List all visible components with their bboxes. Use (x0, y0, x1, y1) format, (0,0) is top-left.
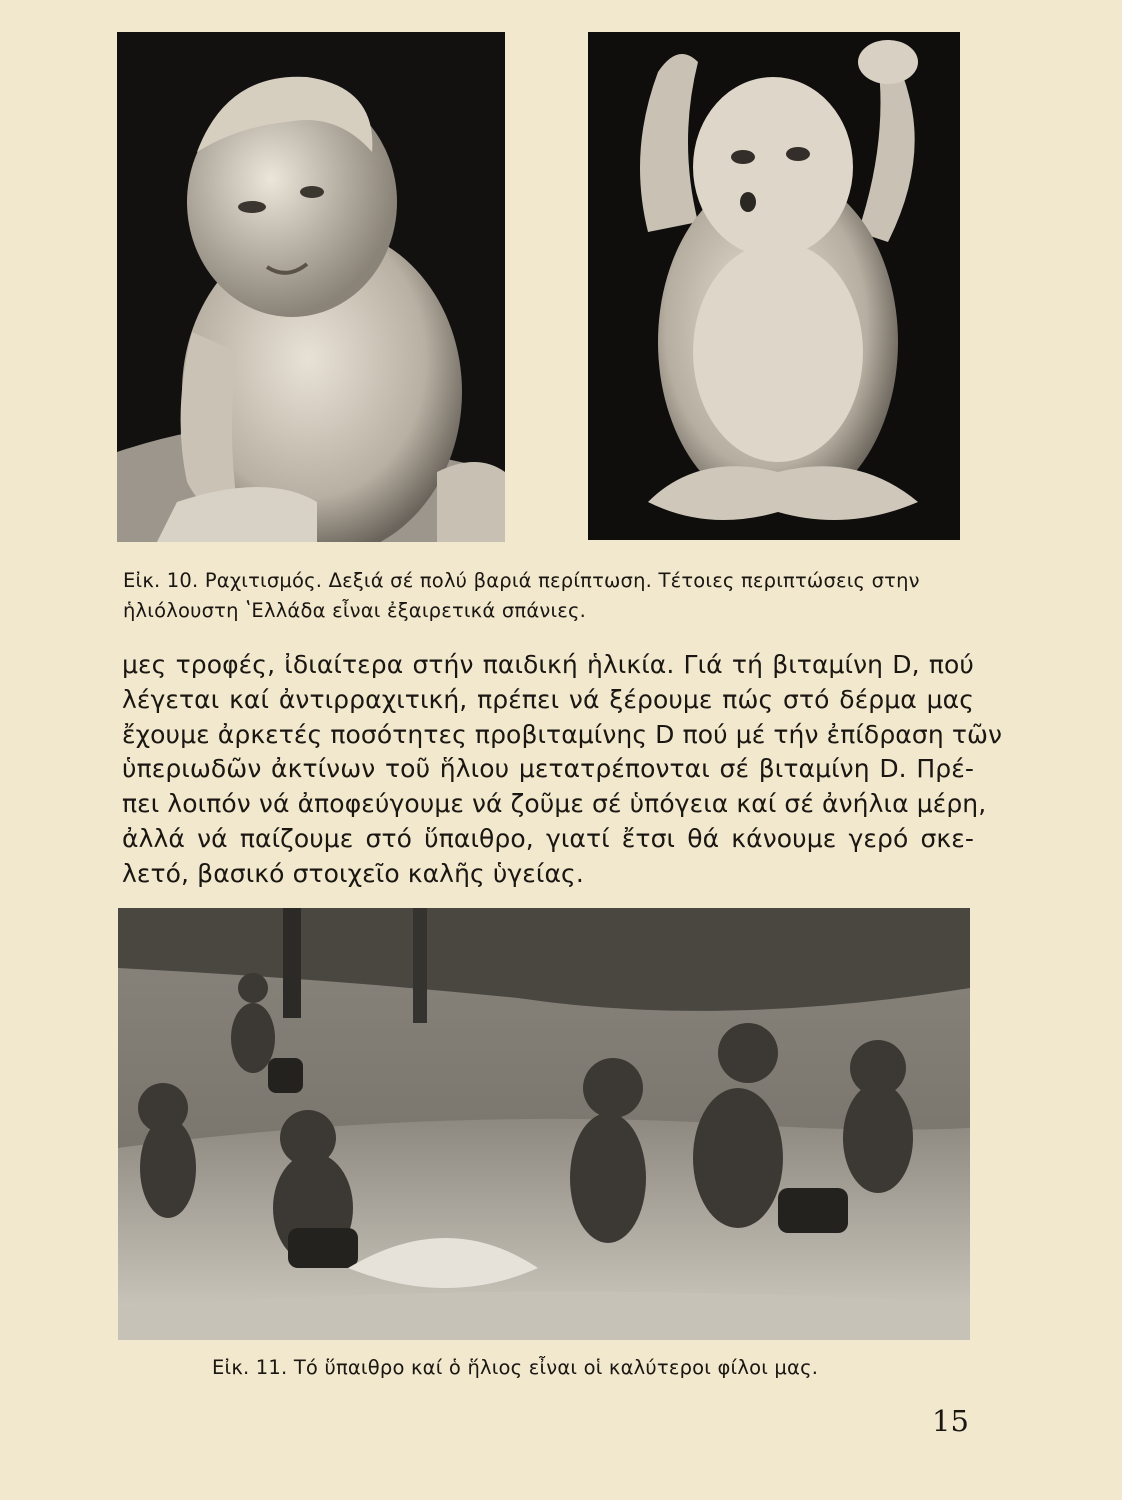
body-line: λετό, βασικό στοιχεῖο καλῆς ὑγείας. (122, 858, 584, 888)
body-line: μες τροφές, ἰδιαίτερα στήν παιδική ἡλικία. Γιά τή βιταμίνη D, πού (122, 650, 974, 679)
caption-line: ἡλιόλουστη ʽΕλλάδα εἶναι ἐξαιρετικά σπάνιες. (123, 599, 587, 622)
children-in-water-illustration (118, 908, 970, 1340)
caption-line: Εἰκ. 10. Ραχιτισμός. Δεξιά σέ πολύ βαριά περίπτωση. Τέτοιες περιπτώσεις στην (123, 569, 920, 592)
body-line: πει λοιπόν νά ἀποφεύγουμε νά ζοῦμε σέ ὑπόγεια καί σέ ἀνήλια μέρη, (122, 789, 987, 819)
figure-10-right-photo (588, 32, 960, 540)
figure-11-photo (118, 908, 970, 1340)
body-line: ἀλλά νά παίζουμε στό ὕπαιθρο, γιατί ἔτσι θά κάνουμε γερό σκε- (122, 823, 974, 853)
figure-10-caption (123, 566, 973, 626)
body-line: ὑπεριωδῶν ἀκτίνων τοῦ ἥλιου μετατρέπονται σέ βιταμίνη D. Πρέ- (122, 754, 974, 784)
figure-11-caption: Εἰκ. 11. Τό ὕπαιθρο καί ὁ ἥλιος εἶναι οἱ καλύτεροι φίλοι μας. (212, 1356, 819, 1379)
figure-10-left-photo (117, 32, 505, 542)
body-paragraph (122, 648, 1003, 892)
body-line: λέγεται καί ἀντιρραχιτική, πρέπει νά ξέρουμε πώς στό δέρμα μας (122, 684, 974, 714)
page-number: 15 (932, 1404, 969, 1438)
infant-arms-raised-illustration (588, 32, 960, 540)
infant-sitting-illustration (117, 32, 505, 542)
body-line: ἔχουμε ἀρκετές ποσότητες προβιταμίνης D πού μέ τήν ἐπίδραση τῶν (122, 719, 1003, 749)
